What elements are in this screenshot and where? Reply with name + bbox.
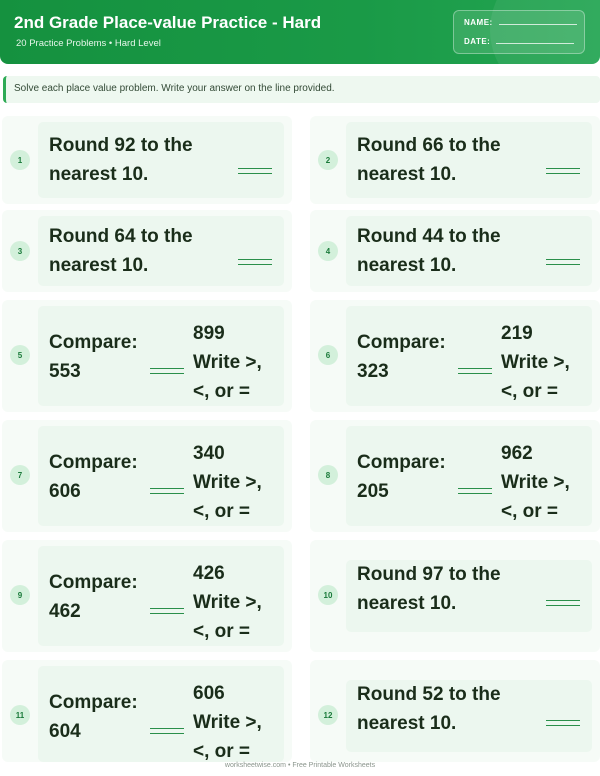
problem-number-badge: 12	[318, 705, 338, 725]
problem-text-line: Round 66 to the	[357, 135, 501, 156]
problem-number-badge: 1	[10, 150, 30, 170]
problem-card	[2, 116, 292, 204]
compare-right	[193, 319, 262, 406]
problem-panel	[346, 122, 592, 198]
problem-number-badge: 11	[10, 705, 30, 725]
problem-panel	[346, 560, 592, 632]
compare-instruction: Write >,	[501, 352, 570, 373]
compare-instruction: <, or =	[193, 381, 251, 402]
problem-text	[357, 222, 501, 280]
answer-line[interactable]	[458, 368, 492, 374]
compare-left	[357, 328, 446, 386]
answer-line[interactable]	[546, 259, 580, 265]
problem-card	[310, 210, 600, 292]
compare-right	[501, 439, 570, 526]
problem-text-line: nearest 10.	[49, 164, 149, 185]
problem-card	[310, 540, 600, 652]
compare-instruction: Write >,	[193, 472, 262, 493]
date-label: DATE:	[464, 37, 491, 46]
problem-panel	[38, 306, 284, 406]
problem-text	[357, 131, 501, 189]
compare-instruction: Write >,	[193, 712, 262, 733]
answer-line[interactable]	[150, 728, 184, 734]
problem-text-line: nearest 10.	[49, 255, 149, 276]
compare-right	[193, 679, 262, 766]
compare-instruction: <, or =	[501, 381, 559, 402]
compare-second-number: 899	[193, 323, 225, 344]
compare-first-number: 323	[357, 361, 389, 382]
name-label: NAME:	[464, 18, 493, 27]
problem-panel	[346, 306, 592, 406]
compare-label: Compare:	[49, 332, 138, 353]
problem-text	[49, 222, 193, 280]
problem-number-badge: 7	[10, 465, 30, 485]
worksheet-subtitle: 20 Practice Problems • Hard Level	[16, 38, 161, 49]
problem-number-badge: 6	[318, 345, 338, 365]
compare-left	[49, 448, 138, 506]
problem-card	[310, 300, 600, 412]
problem-text-line: Round 44 to the	[357, 226, 501, 247]
compare-instruction: <, or =	[193, 741, 251, 762]
problem-text-line: Round 97 to the	[357, 564, 501, 585]
answer-line[interactable]	[238, 168, 272, 174]
problem-card	[310, 420, 600, 532]
problem-card	[2, 540, 292, 652]
compare-label: Compare:	[357, 332, 446, 353]
problem-panel	[38, 426, 284, 526]
problem-card	[310, 660, 600, 762]
compare-first-number: 553	[49, 361, 81, 382]
problem-text-line: nearest 10.	[357, 593, 457, 614]
problem-panel	[346, 680, 592, 752]
compare-label: Compare:	[49, 452, 138, 473]
answer-line[interactable]	[150, 368, 184, 374]
compare-second-number: 219	[501, 323, 533, 344]
compare-second-number: 340	[193, 443, 225, 464]
problem-text-line: nearest 10.	[357, 255, 457, 276]
problem-text	[357, 680, 501, 738]
answer-line[interactable]	[150, 608, 184, 614]
compare-first-number: 205	[357, 481, 389, 502]
compare-instruction: <, or =	[193, 501, 251, 522]
compare-second-number: 426	[193, 563, 225, 584]
answer-line[interactable]	[150, 488, 184, 494]
problem-card	[2, 300, 292, 412]
worksheet-title: 2nd Grade Place-value Practice - Hard	[14, 13, 322, 32]
compare-first-number: 462	[49, 601, 81, 622]
compare-second-number: 962	[501, 443, 533, 464]
problem-panel	[38, 216, 284, 286]
problem-text-line: Round 64 to the	[49, 226, 193, 247]
compare-left	[49, 328, 138, 386]
date-line[interactable]	[496, 43, 574, 44]
problem-panel	[346, 216, 592, 286]
compare-first-number: 604	[49, 721, 81, 742]
compare-instruction: Write >,	[501, 472, 570, 493]
compare-label: Compare:	[49, 572, 138, 593]
problem-text	[357, 560, 501, 618]
problem-text	[49, 131, 193, 189]
problem-text-line: nearest 10.	[357, 713, 457, 734]
problem-text-line: Round 52 to the	[357, 684, 501, 705]
compare-instruction: <, or =	[193, 621, 251, 642]
compare-left	[49, 568, 138, 626]
problem-panel	[346, 426, 592, 526]
problem-panel	[38, 122, 284, 198]
page-footer: worksheetwise.com • Free Printable Worksheets	[224, 762, 376, 769]
problem-number-badge: 2	[318, 150, 338, 170]
problem-card	[2, 660, 292, 762]
compare-instruction: Write >,	[193, 592, 262, 613]
problem-number-badge: 10	[318, 585, 338, 605]
problem-panel	[38, 666, 284, 762]
problem-text-line: Round 92 to the	[49, 135, 193, 156]
problem-card	[2, 210, 292, 292]
problem-number-badge: 3	[10, 241, 30, 261]
problem-card	[310, 116, 600, 204]
compare-right	[193, 439, 262, 526]
name-date-box	[453, 10, 585, 54]
problem-number-badge: 5	[10, 345, 30, 365]
problem-panel	[38, 546, 284, 646]
answer-line[interactable]	[546, 168, 580, 174]
date-row[interactable]	[464, 37, 574, 46]
compare-left	[49, 688, 138, 746]
compare-right	[501, 319, 570, 406]
problem-card	[2, 420, 292, 532]
compare-label: Compare:	[357, 452, 446, 473]
compare-instruction: Write >,	[193, 352, 262, 373]
compare-second-number: 606	[193, 683, 225, 704]
name-row[interactable]	[464, 18, 577, 27]
name-line[interactable]	[499, 24, 577, 25]
answer-line[interactable]	[458, 488, 492, 494]
compare-label: Compare:	[49, 692, 138, 713]
answer-line[interactable]	[238, 259, 272, 265]
problem-number-badge: 4	[318, 241, 338, 261]
problem-number-badge: 8	[318, 465, 338, 485]
compare-instruction: <, or =	[501, 501, 559, 522]
problem-text-line: nearest 10.	[357, 164, 457, 185]
answer-line[interactable]	[546, 600, 580, 606]
compare-first-number: 606	[49, 481, 81, 502]
compare-right	[193, 559, 262, 646]
compare-left	[357, 448, 446, 506]
instructions-banner: Solve each place value problem. Write your answer on the line provided.	[3, 76, 600, 103]
problem-number-badge: 9	[10, 585, 30, 605]
answer-line[interactable]	[546, 720, 580, 726]
